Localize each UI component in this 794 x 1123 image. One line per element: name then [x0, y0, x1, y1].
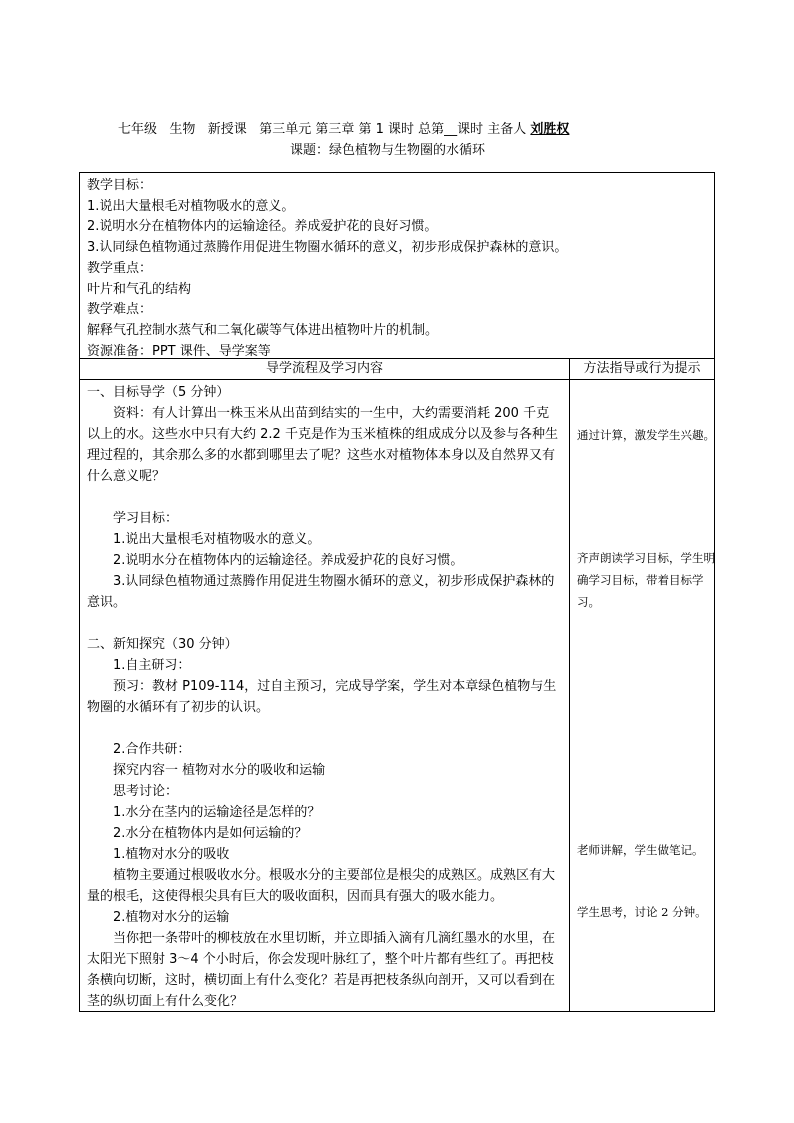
column-divider	[569, 380, 570, 1011]
lesson-info-line	[118, 118, 569, 137]
section-1-title: 一、目标导学（5 分钟）	[87, 385, 230, 400]
objectives-heading: 教学目标：	[87, 178, 153, 193]
difficulties-heading: 教学难点：	[87, 302, 153, 318]
objective-2: 2.说明水分在植物体内的运输途径。养成爱护花的良好习惯。	[87, 219, 438, 235]
difficulties-text: 解释气孔控制水蒸气和二氧化碳等气体进出植物叶片的机制。	[87, 322, 439, 338]
section-1-material: 资料：有人计算出一株玉米从出苗到结实的一生中，大约需要消耗 200 千克以上的水。这些水中只有大约 2.2 千克是作为玉米植株的组成成分以及参与各种生理过程的，其余那么多的水都到哪里去了呢？这些水对植物体本身以及自然界又有什么意义呢？	[87, 406, 558, 484]
transport-text: 当你把一条带叶的柳枝放在水里切断，并立即插入滴有几滴红墨水的水里，在太阳光下照射 3～4 个小时后，你会发现叶脉红了，整个叶片都有些红了。再把枝条横向切断，这时，横切面上有什么变化？若是再把枝条纵向剖开，又可以看到在茎的纵切面上有什么变化？	[87, 931, 556, 1009]
key-points-heading: 教学重点：	[87, 260, 153, 276]
objectives-cell	[80, 173, 714, 359]
goals-heading: 学习目标：	[113, 511, 179, 526]
goal-2: 2.说明水分在植物体内的运输途径。养成爱护花的良好习惯。	[113, 553, 464, 568]
transport-title: 2.植物对水分的运输	[113, 910, 230, 925]
absorption-text: 植物主要通过根吸收水分。根吸水分的主要部位是根尖的成熟区。成熟区有大量的根毛，这使得根尖具有巨大的吸收面积，因而具有强大的吸水能力。	[87, 868, 556, 904]
content-cell	[80, 380, 569, 1014]
explore-title: 探究内容一 植物对水分的吸收和运输	[113, 763, 326, 778]
key-points-text: 叶片和气孔的结构	[87, 281, 192, 297]
objective-3: 3.认同绿色植物通过蒸腾作用促进生物圈水循环的意义，初步形成保护森林的意识。	[87, 240, 568, 256]
goal-1: 1.说出大量根毛对植物吸水的意义。	[113, 532, 321, 547]
objective-1: 1.说出大量根毛对植物吸水的意义。	[87, 198, 295, 214]
lesson-plan-table	[79, 172, 715, 1012]
question-1: 1.水分在茎内的运输途径是怎样的？	[113, 805, 321, 820]
section-2-title: 二、新知探究（30 分钟）	[87, 637, 238, 652]
resources-text: 资源准备：PPT 课件、导学案等	[87, 343, 271, 359]
preview-text: 预习：教材 P109-114，过自主预习，完成导学案，学生对本章绿色植物与生物圈的水循环有了初步的认识。	[87, 679, 557, 715]
self-study-heading: 1.自主研习：	[113, 658, 191, 673]
discussion-heading: 思考讨论：	[113, 784, 179, 799]
goal-3: 3.认同绿色植物通过蒸腾作用促进生物圈水循环的意义，初步形成保护森林的意识。	[87, 574, 555, 610]
preparer-name: 刘胜权	[530, 122, 570, 137]
tip-calculation: 通过计算，激发学生兴趣。	[577, 428, 715, 442]
column-header-content: 导学流程及学习内容	[265, 361, 383, 376]
lesson-info-text: 七年级 生物 新授课 第三单元 第三章 第 1 课时 总第__课时 主备人	[118, 122, 531, 137]
lesson-title: 课题：绿色植物与生物圈的水循环	[290, 143, 486, 158]
tip-teacher-explain: 老师讲解，学生做笔记。	[577, 843, 704, 857]
column-header-tips: 方法指导或行为提示	[569, 359, 714, 379]
cooperative-heading: 2.合作共研：	[113, 742, 191, 757]
column-header-row	[80, 359, 714, 380]
question-2: 2.水分在植物体内是如何运输的？	[113, 826, 308, 841]
absorption-title: 1.植物对水分的吸收	[113, 847, 230, 862]
tip-read-goals: 齐声朗读学习目标，学生明确学习目标，带着目标学习。	[577, 551, 715, 609]
tip-discussion: 学生思考，讨论 2 分钟。	[577, 905, 707, 919]
